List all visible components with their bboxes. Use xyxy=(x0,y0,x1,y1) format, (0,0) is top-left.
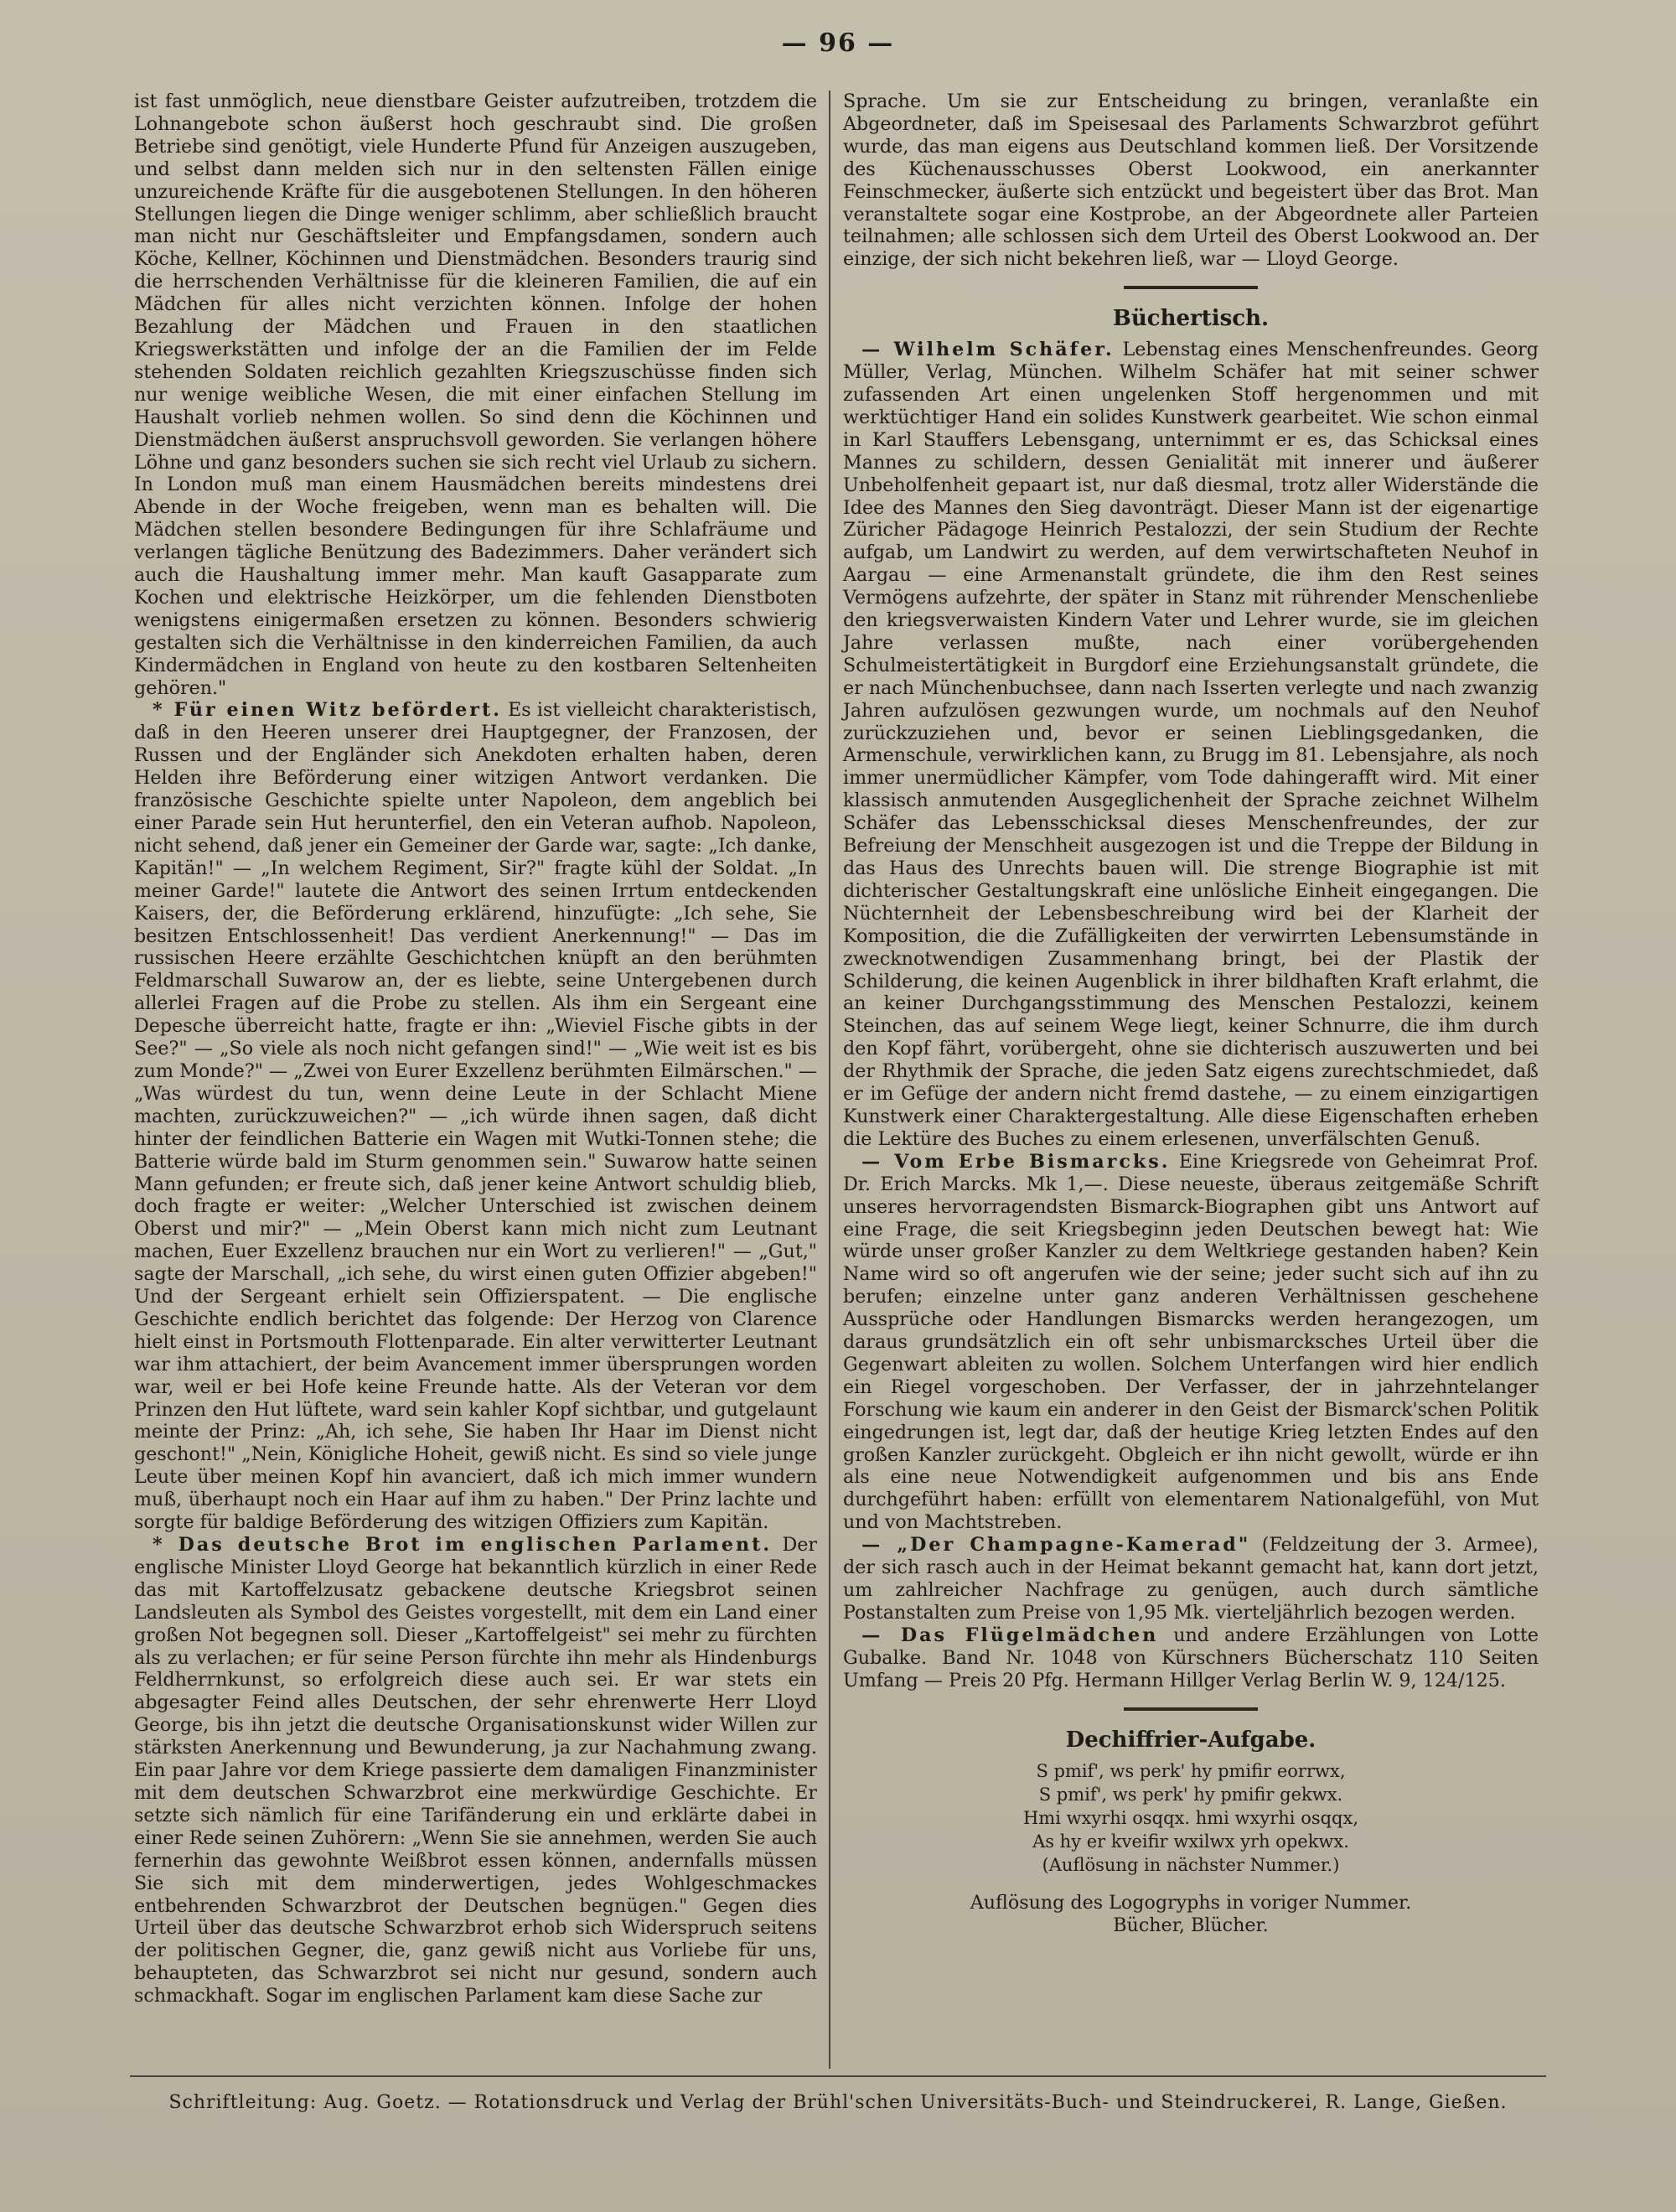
column-divider xyxy=(829,91,830,2069)
section-rule xyxy=(1124,286,1258,289)
right-column xyxy=(843,91,1539,1937)
review-text: und andere Erzählungen von Lotte Gubalke. Band Nr. 1048 von Kürschners Bücherschatz 110 Seiten Umfang — Preis 20 Pfg. Hermann Hillger Verlag Berlin W. 9, 124/125. xyxy=(843,1624,1539,1691)
article-paragraph xyxy=(134,1534,817,2007)
article-paragraph xyxy=(134,699,817,1534)
book-review xyxy=(843,1534,1539,1624)
section-rule xyxy=(1124,1707,1258,1711)
review-lead: — „Der Champagne-Kamerad" xyxy=(861,1534,1251,1557)
solution-answer: Bücher, Blücher. xyxy=(1113,1914,1269,1937)
article-text: Es ist vielleicht charakteristisch, daß in den Heeren unserer drei Hauptgegner, der Franzosen, der Russen und der Engländer sich Anekdoten erhalten haben, deren Helden ihre Beförderung einer witzigen Antwort verdanken. Die französische Geschichte spielte unter Napoleon, dem angeblich bei einer Parade sein Hut herunterfiel, den ein Veteran aufhob. Napoleon, nicht sehend, daß jener ein Gemeiner der Garde war, sagte: „Ich danke, Kapitän!" — „In welchem Regiment, Sir?" fragte kühl der Soldat. „In meiner Garde!" lautete die Antwort des seinen Irrtum entdeckenden Kaisers, der, die Beförderung erklärend, hinzufügte: „Ich sehe, Sie besitzen Entschlossenheit! Das verdient Anerkennung!" — Das im russischen Heere erzählte Geschichtchen knüpft an den berühmten Feldmarschall Suwarow an, der es liebte, seine Untergebenen durch allerlei Fragen auf die Probe zu stellen. Als ihm ein Sergeant eine Depesche überreicht hatte, fragte er ihn: „Wieviel Fische gibts in der See?" — „So viele als noch nicht gefangen sind!" — „Wie weit ist es bis zum Monde?" — „Zwei von Eurer Exzellenz berühmten Eilmärschen." — „Was würdest du tun, wenn deine Leute in der Schlacht Miene machten, zurückzuweichen?" — „ich würde ihnen sagen, daß dicht hinter der feindlichen Batterie ein Wagen mit Wutki-Tonnen stehe; die Batterie würde bald im Sturm genommen sein." Suwarow hatte seinen Mann gefunden; er freute sich, daß jener keine Antwort schuldig blieb, doch fragte er weiter: „Welcher Unterschied ist zwischen deinem Oberst und mir?" — „Mein Oberst kann mich nicht zum Leutnant machen, Euer Exzellenz brauchen nur ein Wort zu verlieren!" — „Gut," sagte der Marschall, „ich sehe, du wirst einen guten Offizier abgeben!" Und der Sergeant erhielt sein Offizierspatent. — Die englische Geschichte endlich berichtet das folgende: Der Herzog von Clarence hielt einst in Portsmouth Flottenparade. Ein alter verwitterter Leutnant war ihm attachiert, der beim Avancement immer übersprungen worden war, weil er bei Hofe keine Freunde hatte. Als der Veteran vor dem Prinzen den Hut lüftete, ward sein kahler Kopf sichtbar, und gutgelaunt meinte der Prinz: „Ah, ich sehe, Sie haben Ihr Haar im Dienst nicht geschont!" „Nein, Königliche Hoheit, gewiß nicht. Es sind so viele junge Leute über meinen Kopf hin avanciert, daß ich mich immer wundern muß, überhaupt noch ein Haar auf ihm zu haben." Der Prinz lachte und sorgte für baldige Beförderung des witzigen Offiziers zum Kapitän. xyxy=(134,699,817,1534)
article-continuation: Sprache. Um sie zur Entscheidung zu bringen, veranlaßte ein Abgeordneter, daß im Speisesaal des Parlaments Schwarzbrot geführt wurde, das man eigens aus Deutschland kommen ließ. Der Vorsitzende des Küchenausschusses Oberst Lookwood, ein anerkannter Feinschmecker, äußerte sich entzückt und begeistert über das Brot. Man veranstaltete sogar eine Kostprobe, an der Abgeordnete aller Parteien teilnahmen; alle schlossen sich dem Urteil des Oberst Lookwood an. Der einzige, der sich nicht bekehren ließ, war — Lloyd George. xyxy=(843,91,1539,271)
cipher-line: S pmif', ws perk' hy pmifir gekwx. xyxy=(1038,1785,1343,1805)
article-lead: * Das deutsche Brot im englischen Parlament. xyxy=(153,1534,773,1556)
article-text: Der englische Minister Lloyd George hat bekanntlich kürzlich in einer Rede das mit Kartoffelzusatz gebackene deutsche Kriegsbrot seinen Landsleuten als Symbol des Geistes vorgestellt, mit dem ein Land einer großen Not begegnen soll. Dieser „Kartoffelgeist" sei mehr zu fürchten als zu verlachen; er für seine Person fürchte ihn mehr als Hindenburgs Feldherrnkunst, so erfolgreich diese auch sei. Er war stets ein abgesagter Feind alles Deutschen, der sehr ehrenwerte Herr Lloyd George, bis ihn jetzt die deutsche Organisationskunst wider Willen zur stärksten Anerkennung und Bewunderung, ja zur Nachahmung zwang. Ein paar Jahre vor dem Kriege passierte dem damaligen Finanzminister mit dem deutschen Schwarzbrot eine merkwürdige Geschichte. Er setzte sich nämlich für eine Tarifänderung ein und erklärte dabei in einer Rede seinen Zuhörern: „Wenn Sie sie annehmen, werden Sie auch fernerhin das gewohnte Weißbrot essen können, andernfalls müssen Sie sich mit dem minderwertigen, jedes Wohlgeschmackes entbehrenden Schwarzbrot der Deutschen begnügen." Gegen dies Urteil über das deutsche Schwarzbrot erhob sich Widerspruch seitens der politischen Gegner, die, ganz gewiß nicht aus Vorliebe für uns, behaupteten, das Schwarzbrot sei nicht nur gesund, sondern auch schmackhaft. Sogar im englischen Parlament kam diese Sache zur xyxy=(134,1534,817,2007)
article-paragraph xyxy=(134,91,817,699)
book-review xyxy=(843,339,1539,1151)
buechertisch-heading: Büchertisch. xyxy=(1112,306,1270,332)
imprint-footer: Schriftleitung: Aug. Goetz. — Rotationsdruck und Verlag der Brühl'schen Universitäts-Buch- und Steindruckerei, R. Lange, Gießen. xyxy=(168,2092,1508,2113)
review-text: (Feldzeitung der 3. Armee), der sich rasch auch in der Heimat bekannt gemacht hat, kann dort jetzt, um zahlreicher Nachfrage zu genügen, auch durch sämtliche Postanstalten zum Preise von 1,95 Mk. vierteljährlich bezogen werden. xyxy=(843,1534,1539,1624)
review-lead: — Vom Erbe Bismarcks. xyxy=(861,1150,1171,1173)
left-column xyxy=(134,91,817,2007)
cipher-puzzle xyxy=(843,1759,1539,1877)
review-text: Lebenstag eines Menschenfreundes. Georg Müller, Verlag, München. Wilhelm Schäfer hat mit seiner schwer zufassenden Art einen ungelenken Stoff hergenommen und mit werktüchtiger Hand ein solides Kunstwerk gearbeitet. Wie schon einmal in Karl Stauffers Lebensgang, unternimmt er es, das Schicksal eines Mannes zu schildern, dessen Genialität mit innerer und äußerer Unbeholfenheit gepaart ist, nur daß diesmal, trotz aller Widerstände die Idee des Mannes den Sieg davonträgt. Dieser Mann ist der eigenartige Züricher Pädagoge Heinrich Pestalozzi, der sein Studium der Rechte aufgab, um Landwirt zu werden, auf dem verwirtschafteten Neuhof in Aargau — eine Armenanstalt gründete, die ihm den Rest seines Vermögens aufzehrte, der später in Stanz mit rührender Menschenliebe den kriegsverwaisten Kindern Vater und Lehrer wurde, sie im gleichen Jahre verlassen mußte, nach einer vorübergehenden Schulmeistertätigkeit in Burgdorf eine Erziehungsanstalt gründete, die er nach Münchenbuchsee, dann nach Isserten verlegte und nach zwanzig Jahren aufzulösen gezwungen wurde, um nochmals auf den Neuhof zurückzuziehen und, bevor er seinen Lieblingsgedanken, die Armenschule, verwirklichen kann, zu Brugg im 81. Lebensjahre, als noch immer unermüdlicher Kämpfer, vom Tode dahingerafft wird. Mit einer klassisch anmutenden Ausgeglichenheit der Sprache zeichnet Wilhelm Schäfer das Lebensschicksal dieses Menschenfreundes, der zur Befreiung der Menschheit ausgezogen ist und die Treppe der Bildung in das Haus des Unrechts bauen will. Die strenge Biographie ist mit dichterischer Gestaltungskraft eine unlösliche Einheit eingegangen. Die Nüchternheit der Lebensbeschreibung wird bei der Klarheit der Komposition, die die Zufälligkeiten der verwirrten Lebensumstände in zwecknotwendigen Zusammenhang bringt, bei der Plastik der Schilderung, die keinen Augenblick in ihrer bildhaften Kraft erlahmt, die an keiner Durchgangsstimmung des Menschen Pestalozzi, keinem Steinchen, das auf seinem Wege liegt, keiner Schnurre, die ihm durch den Kopf fährt, vorübergeht, ohne sie dichterisch auszuwerten und bei der Rhythmik der Sprache, die jeden Satz eigens zurechtschmiedet, daß er im Gefüge der andern nicht fremd dastehe, — zu einem einzigartigen Kunstwerk einer Charaktergestaltung. Alle diese Eigenschaften erheben die Lektüre des Buches zu einem erlesenen, unverfälschten Genuß. xyxy=(843,339,1539,1150)
review-text: Eine Kriegsrede von Geheimrat Prof. Dr. Erich Marcks. Mk 1,—. Diese neueste, überaus zeitgemäße Schrift unseres hervorragendsten Bismarck-Biographen gibt uns Antwort auf eine Frage, die seit Kriegsbeginn jeden Deutschen bewegt hat: Wie würde unser großer Kanzler zu dem Weltkriege gestanden haben? Kein Name wird so oft angerufen wie der seine; jeder sucht sich auf ihn zu berufen; einzelne unter ganz anderen Verhältnissen geschehene Aussprüche oder Handlungen Bismarcks werden herangezogen, um daraus grundsätzlich ein oft sehr unbismarcksches Urteil über die Gegenwart ableiten zu wollen. Solchem Unterfangen wird hier endlich ein Riegel vorgeschoben. Der Verfasser, der in jahrzehntelanger Forschung wie kaum ein anderer in den Geist der Bismarck'schen Politik eingedrungen ist, legt dar, daß der heutige Krieg letzten Endes auf den großen Kanzler zurückgeht. Obgleich er ihn nicht gewollt, würde er ihn als eine neue Notwendigkeit aufgenommen und bis ans Ende durchgeführt haben: erfüllt von elementarem Nationalgefühl, von Mut und von Machtstreben. xyxy=(843,1150,1539,1534)
cipher-note: (Auflösung in nächster Nummer.) xyxy=(1042,1855,1340,1876)
article-text: ist fast unmöglich, neue dienstbare Geister aufzutreiben, trotzdem die Lohnangebote schon äußerst hoch geschraubt sind. Die großen Betriebe sind genötigt, viele Hunderte Pfund für Anzeigen auszugeben, und selbst dann melden sich nur in den seltensten Fällen einige unzureichende Kräfte für die ausgebotenen Stellungen. In den höheren Stellungen liegen die Dinge weniger schlimm, aber schließlich braucht man nicht nur Geschäftsleiter und Empfangsdamen, sondern auch Köche, Kellner, Köchinnen und Dienstmädchen. Besonders traurig sind die herrschenden Verhältnisse für die kleineren Familien, die auf ein Mädchen für alles nicht verzichten können. Infolge der hohen Bezahlung der Mädchen und Frauen in den staatlichen Kriegswerkstätten und infolge der an die Familien der im Felde stehenden Soldaten reichlich gezahlten Kriegszuschüsse finden sich nur wenige weibliche Wesen, die mit einer einfachen Stellung im Haushalt vorlieb nehmen wollen. So sind denn die Köchinnen und Dienstmädchen äußerst anspruchsvoll geworden. Sie verlangen höhere Löhne und ganz besonders suchen sie sich recht viel Urlaub zu sichern. In London muß man einem Hausmädchen bereits mindestens drei Abende in der Woche freigeben, wenn man es behalten will. Die Mädchen stellen besondere Bedingungen für ihre Schlafräume und verlangen tägliche Benützung des Badezimmers. Daher verändert sich auch die Haushaltung immer mehr. Man kauft Gasapparate zum Kochen und elektrische Heizkörper, um die fehlenden Dienstboten wenigstens einigermaßen ersetzen zu können. Besonders schwierig gestalten sich die Verhältnisse in den kinderreichen Familien, da auch Kindermädchen in England von heute zu den kostbaren Seltenheiten gehören." xyxy=(134,91,817,699)
article-lead: * Für einen Witz befördert. xyxy=(153,699,502,722)
solution-title: Auflösung des Logogryphs in voriger Nummer. xyxy=(970,1892,1412,1914)
cipher-line: Hmi wxyrhi osqqx. hmi wxyrhi osqqx, xyxy=(1022,1808,1359,1829)
book-review xyxy=(843,1151,1539,1534)
review-lead: — Das Flügelmädchen xyxy=(861,1624,1159,1646)
cipher-line: S pmif', ws perk' hy pmifir eorrwx, xyxy=(1036,1761,1346,1782)
page-number: — 96 — xyxy=(781,28,895,58)
logogryph-solution xyxy=(843,1892,1539,1937)
cipher-line: As hy er kveifir wxilwx yrh opekwx. xyxy=(1032,1831,1349,1852)
footer-rule xyxy=(130,2075,1546,2077)
review-lead: — Wilhelm Schäfer. xyxy=(861,339,1115,361)
dechiffrier-heading: Dechiffrier-Aufgabe. xyxy=(1065,1727,1316,1753)
book-review xyxy=(843,1624,1539,1692)
